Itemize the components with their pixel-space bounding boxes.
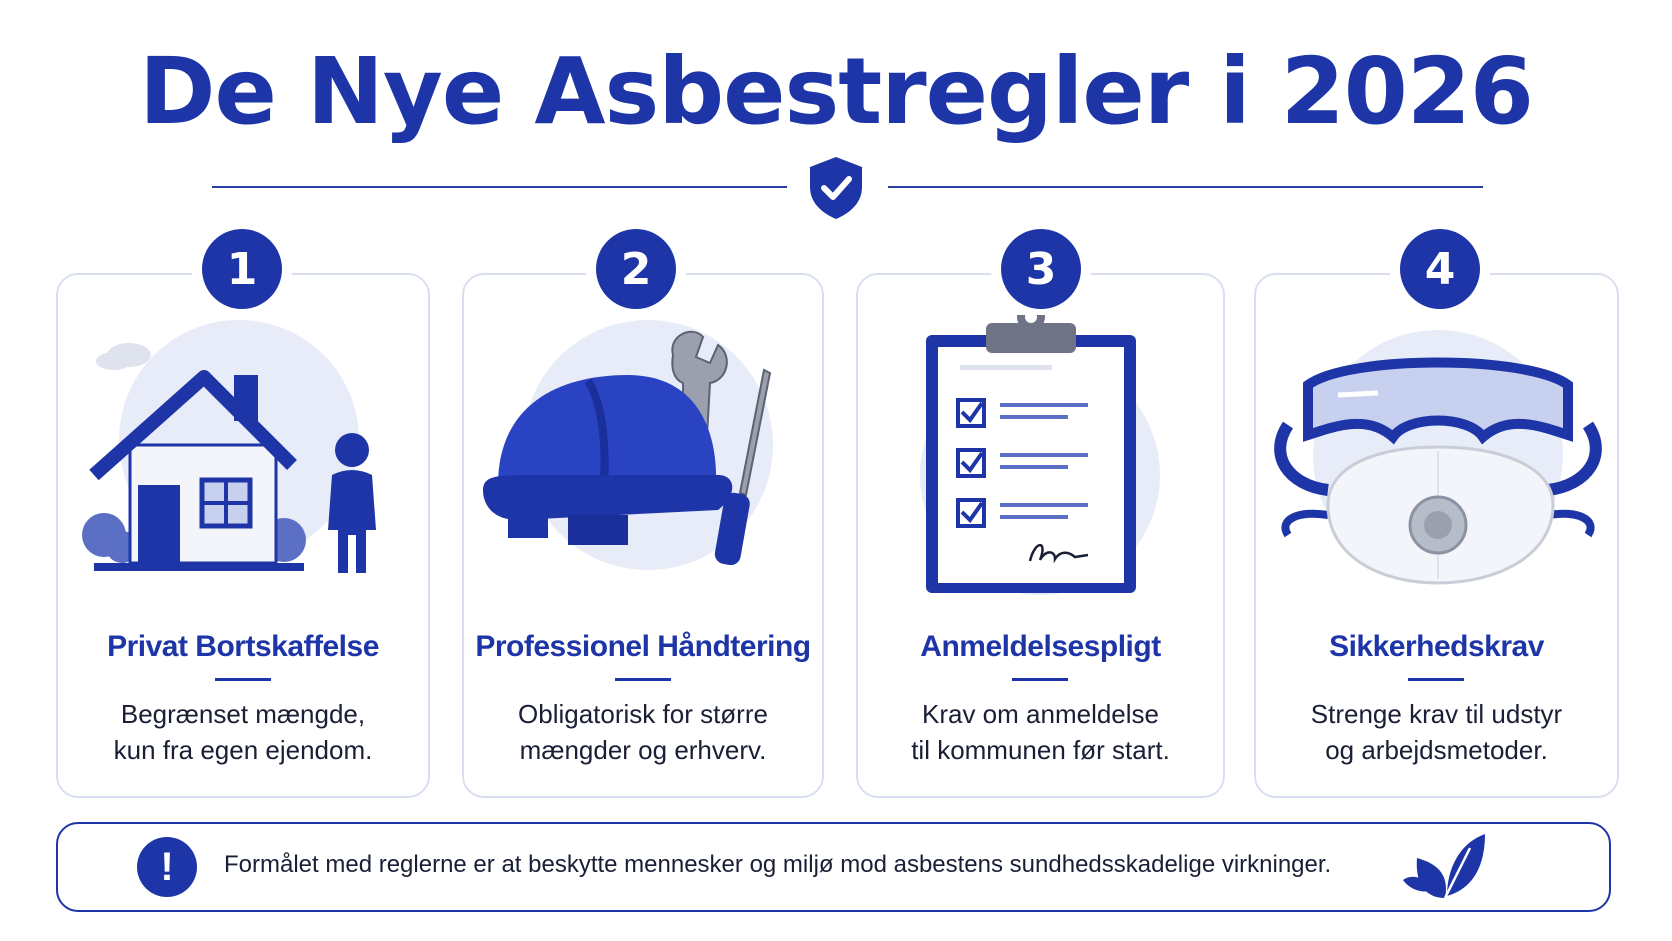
card-description-line: Obligatorisk for større (518, 699, 768, 729)
card-title-professional-handling: Professionel Håndtering (475, 630, 811, 663)
step-badge-1: 1 (202, 229, 282, 309)
goggles-mask-icon (1268, 315, 1608, 595)
card-description-line: og arbejdsmetoder. (1325, 735, 1548, 765)
clipboard-checklist-icon (870, 315, 1210, 595)
card-description-line: Strenge krav til udstyr (1310, 699, 1563, 729)
card-description-line: kun fra egen ejendom. (113, 735, 373, 765)
card-description-private-disposal (56, 696, 430, 768)
page-title: De Nye Asbestregler i 2026 (139, 38, 1533, 145)
card-title-notification-duty: Anmeldelsespligt (920, 630, 1161, 663)
card-divider (215, 678, 271, 681)
house-person-icon (74, 315, 414, 595)
footer-text: Formålet med reglerne er at beskytte mennesker og miljø mod asbestens sundhedsskadelige virkninger. (224, 851, 1332, 878)
shield-check-icon (806, 155, 866, 221)
card-description-notification-duty (856, 696, 1225, 768)
step-badge-2: 2 (596, 229, 676, 309)
divider-left (212, 186, 787, 188)
card-description-line: mængder og erhverv. (519, 735, 767, 765)
card-divider (615, 678, 671, 681)
card-description-professional-handling (462, 696, 824, 768)
leaf-icon (1395, 828, 1487, 908)
step-badge-3: 3 (1001, 229, 1081, 309)
card-divider (1408, 678, 1464, 681)
card-title-private-disposal: Privat Bortskaffelse (107, 630, 379, 663)
card-divider (1012, 678, 1068, 681)
card-title-safety-requirements: Sikkerhedskrav (1329, 630, 1544, 663)
divider-right (888, 186, 1483, 188)
exclamation-icon: ! (137, 837, 197, 897)
step-badge-4: 4 (1400, 229, 1480, 309)
helmet-tools-icon (478, 315, 818, 595)
card-description-line: Begrænset mængde, (120, 699, 366, 729)
card-description-line: til kommunen før start. (911, 735, 1170, 765)
card-description-line: Krav om anmeldelse (922, 699, 1159, 729)
card-description-safety-requirements (1254, 696, 1619, 768)
